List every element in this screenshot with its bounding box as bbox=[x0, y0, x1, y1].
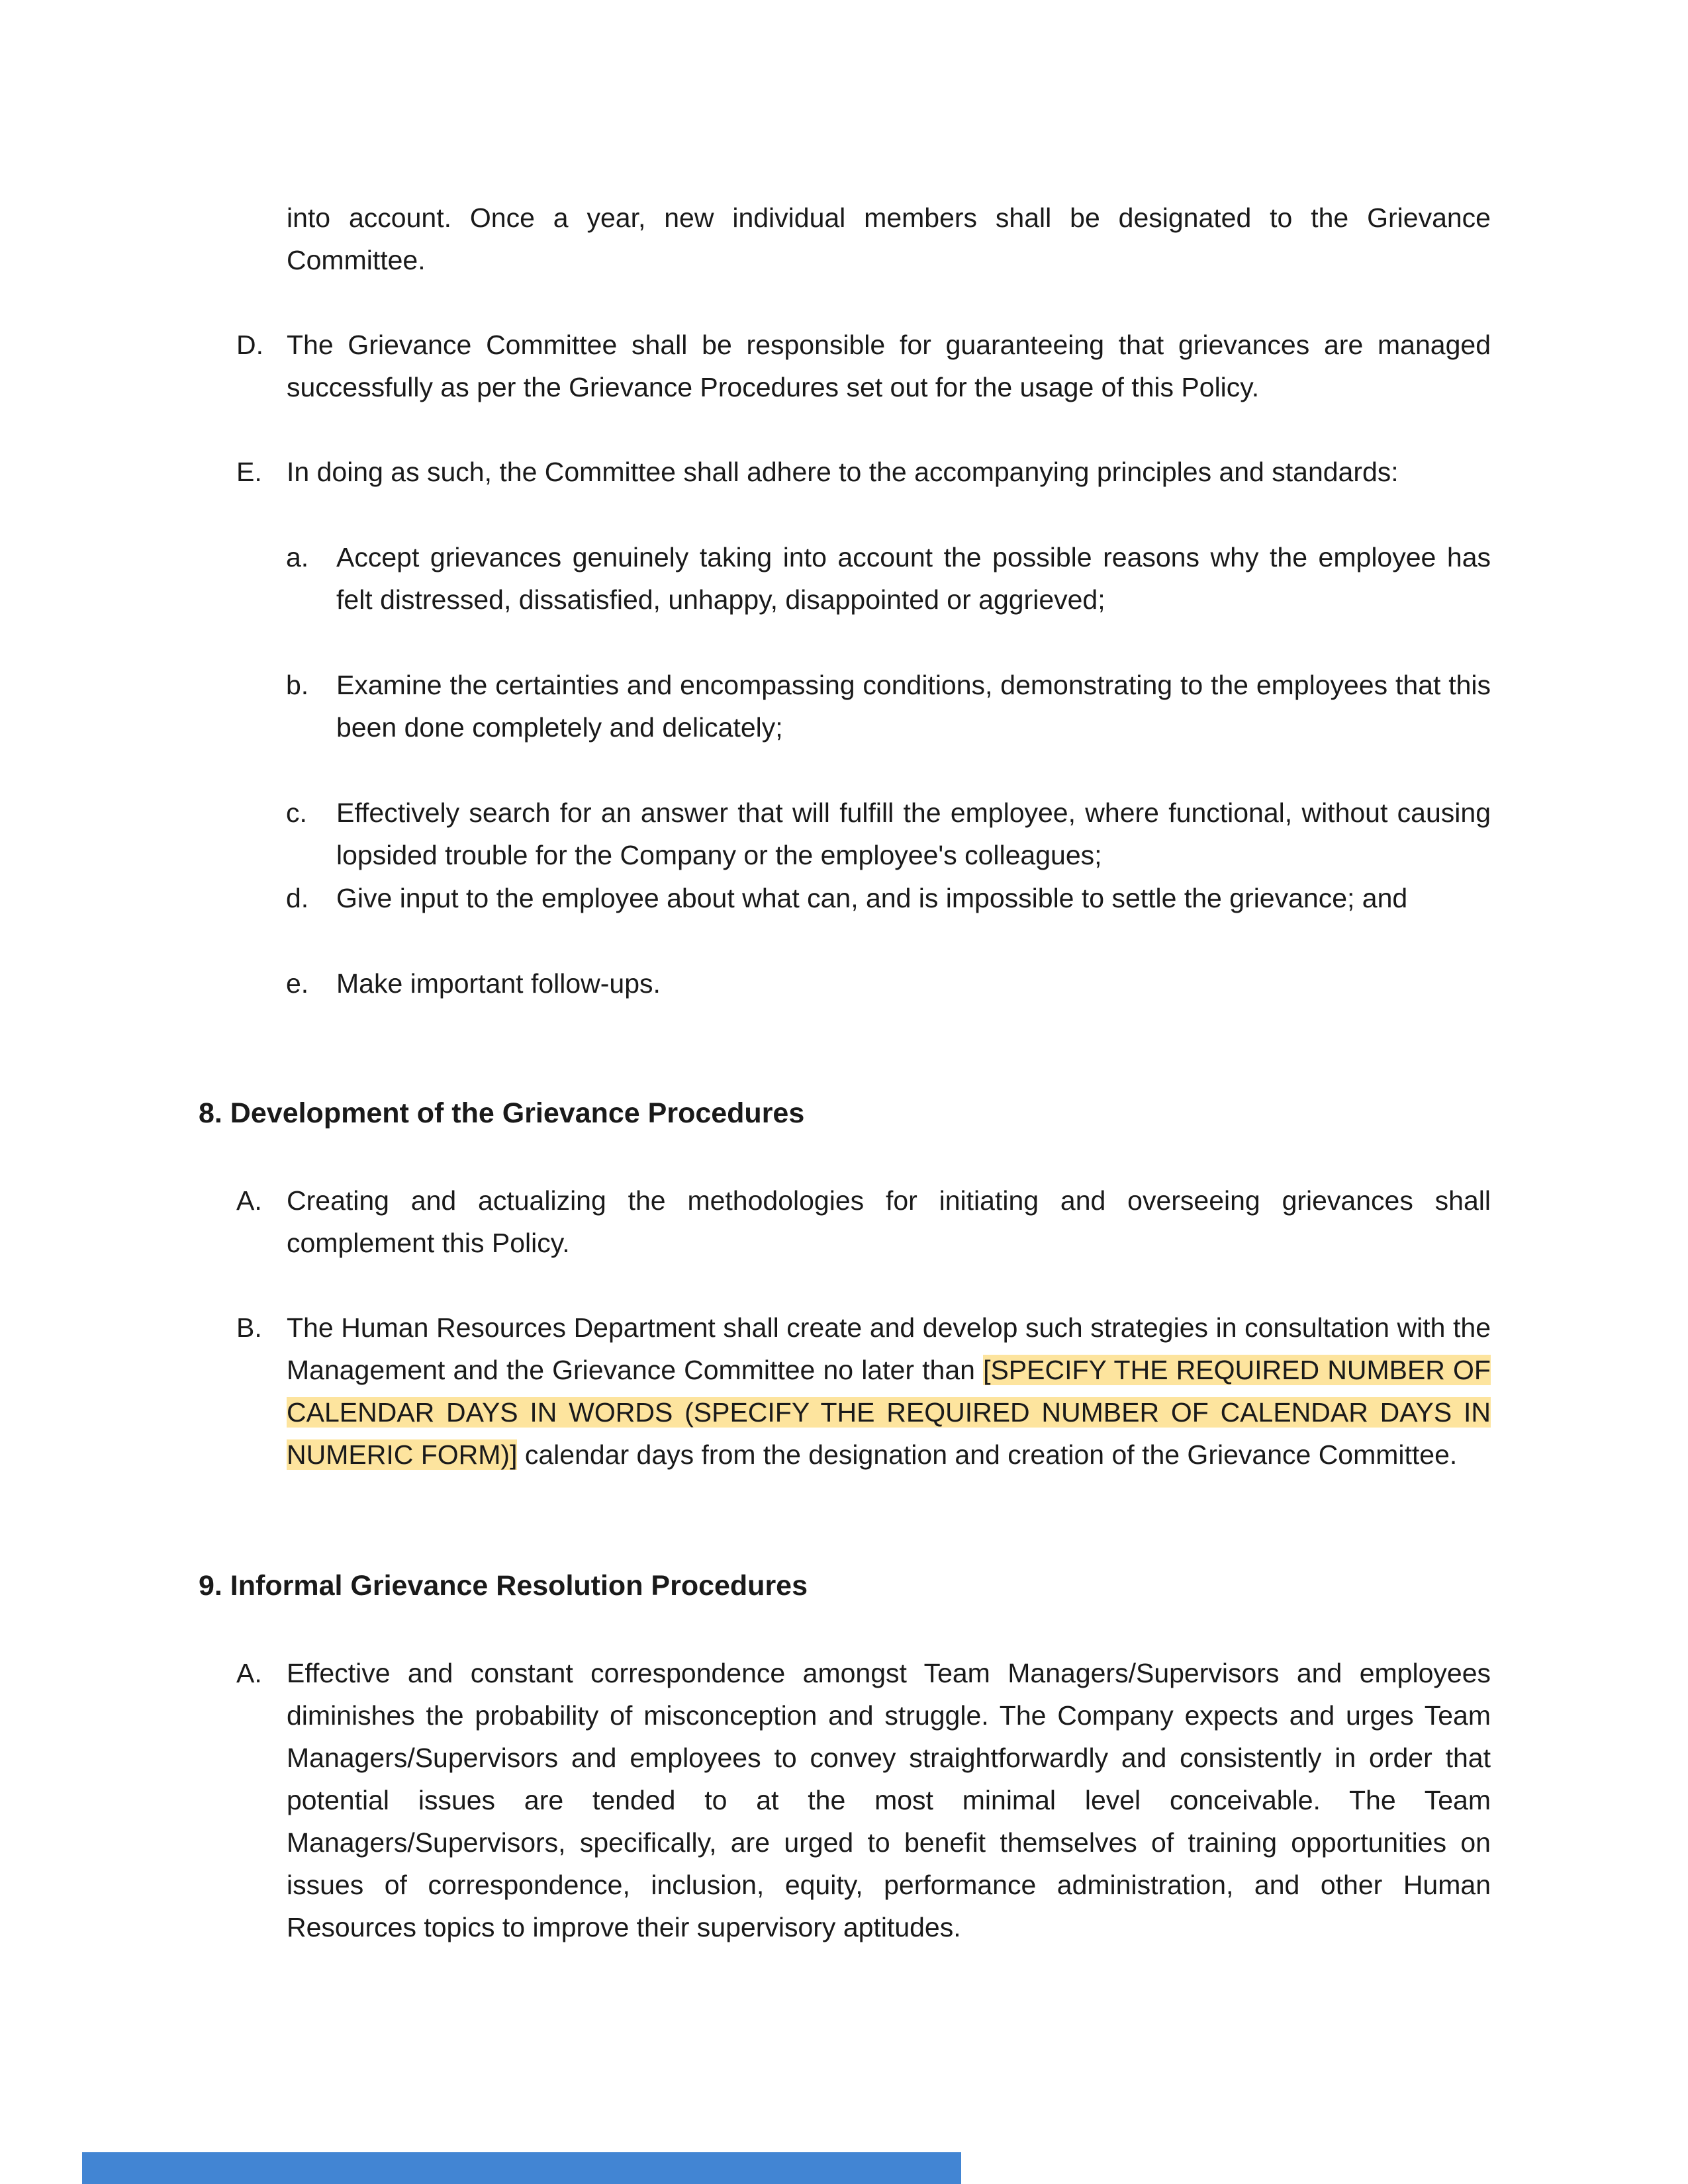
section-8-item-b-text bbox=[287, 1306, 1491, 1476]
subitem-b-text: Examine the certainties and encompassing conditions, demonstrating to the employees that this been done completely and delicately; bbox=[336, 670, 1491, 743]
subitem-c-text: Effectively search for an answer that will fulfill the employee, where functional, without causing lopsided trouble for the Company or the employee's colleagues; bbox=[336, 797, 1491, 870]
subitem-d-text: Give input to the employee about what can, and is impossible to settle the grievance; and bbox=[336, 883, 1408, 913]
section-8-item-b-text-before: The Human Resources Department shall create and develop such strategies in consultation with the Management and the Grievance Committee no later than bbox=[287, 1312, 1491, 1385]
item-e-marker: E. bbox=[236, 457, 262, 487]
section-8-item-b-marker: B. bbox=[236, 1312, 262, 1343]
section-9-item-a-marker: A. bbox=[236, 1658, 262, 1688]
subitem-a-text: Accept grievances genuinely taking into account the possible reasons why the employee has felt distressed, dissatisfied, unhappy, disappointed or aggrieved; bbox=[336, 542, 1491, 615]
footer-accent-bar bbox=[82, 2152, 961, 2184]
subitem-c-marker: c. bbox=[286, 797, 307, 828]
section-8-item-a-text: Creating and actualizing the methodologies for initiating and overseeing grievances shall complement this Policy. bbox=[287, 1185, 1491, 1258]
section-8-item-a-marker: A. bbox=[236, 1185, 262, 1216]
item-d-marker: D. bbox=[236, 330, 263, 360]
subitem-d-marker: d. bbox=[286, 883, 309, 913]
section-8-item-b-text-after: calendar days from the designation and creation of the Grievance Committee. bbox=[517, 1439, 1458, 1470]
subitem-e-text: Make important follow-ups. bbox=[336, 968, 661, 999]
placeholder-highlight: [SPECIFY THE REQUIRED NUMBER OF CALENDAR DAYS IN WORDS (SPECIFY THE REQUIRED NUMBER OF CALENDAR DAYS IN NUMERIC FORM)] bbox=[287, 1355, 1491, 1470]
subitem-e-marker: e. bbox=[286, 968, 309, 999]
section-8-heading: 8. Development of the Grievance Procedures bbox=[199, 1097, 805, 1129]
section-9-item-a-text: Effective and constant correspondence amongst Team Managers/Supervisors and employees diminishes the probability of misconception and struggle. The Company expects and urges Team Managers/Supervisors and employees to convey straightforwardly and consistently in order that potential issues are tended to at the most minimal level conceivable. The Team Managers/Supervisors, specifically, are urged to benefit themselves of training opportunities on issues of correspondence, inclusion, equity, performance administration, and other Human Resources topics to improve their supervisory aptitudes. bbox=[287, 1658, 1491, 1942]
item-d-text: The Grievance Committee shall be responsible for guaranteeing that grievances are managed successfully as per the Grievance Procedures set out for the usage of this Policy. bbox=[287, 330, 1491, 402]
section-9-heading: 9. Informal Grievance Resolution Procedures bbox=[199, 1570, 808, 1602]
subitem-b-marker: b. bbox=[286, 670, 309, 700]
item-e-text: In doing as such, the Committee shall adhere to the accompanying principles and standards: bbox=[287, 457, 1399, 487]
intro-paragraph: into account. Once a year, new individual members shall be designated to the Grievance Committee. bbox=[287, 203, 1491, 275]
subitem-a-marker: a. bbox=[286, 542, 309, 572]
